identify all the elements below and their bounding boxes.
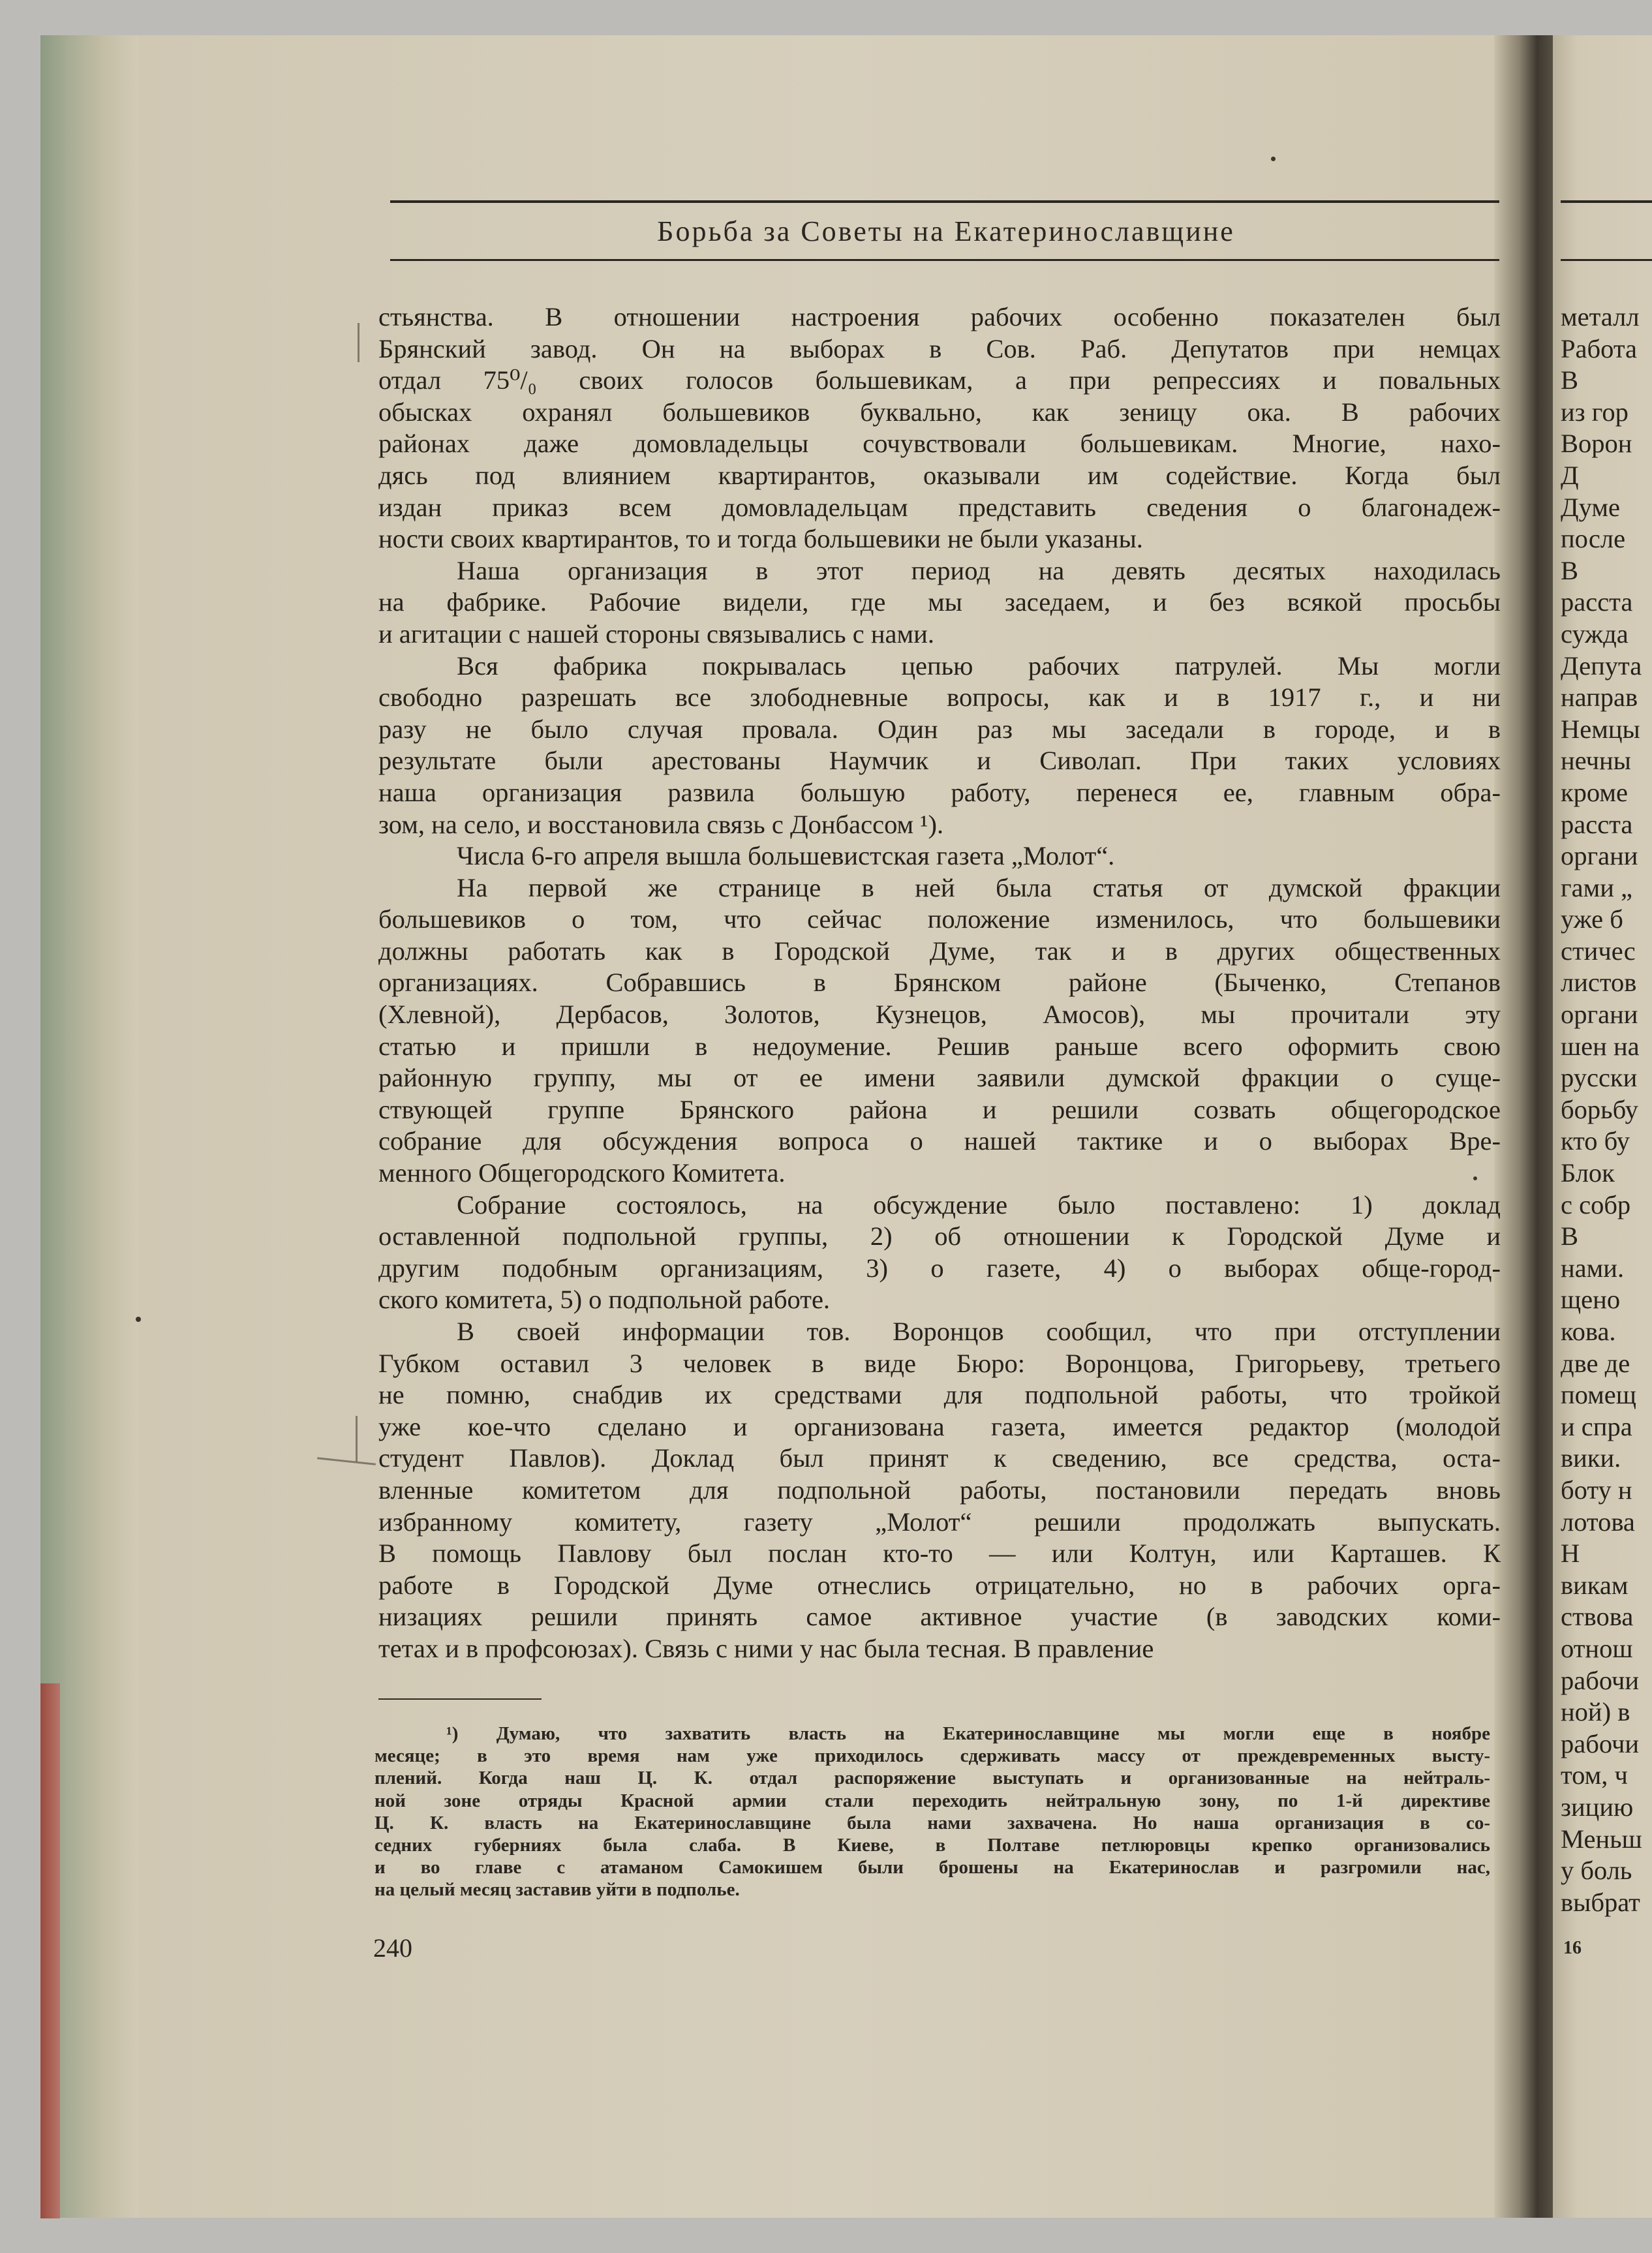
facing-page-line: помещ [1561, 1380, 1636, 1410]
body-line: Собрание состоялось, на обсуждение было поставлено: 1) доклад [457, 1189, 1501, 1219]
footnote-line: ¹) Думаю, что захватить власть на Екатеринославщине мы могли еще в ноябре [446, 1723, 1490, 1744]
body-line: Вся фабрика покрывалась цепью рабочих патрулей. Мы могли [457, 651, 1501, 681]
body-line: вленные комитетом для подпольной работы, постановили передать вновь [378, 1475, 1501, 1505]
body-line: разу не было случая провала. Один раз мы заседали в городе, и в [378, 714, 1501, 744]
facing-page-line: Д [1561, 460, 1579, 490]
facing-page-line: сужда [1561, 619, 1629, 649]
facing-page-line: щено [1561, 1285, 1621, 1315]
facing-page-line: гами „ [1561, 872, 1632, 902]
footnote-rule [378, 1698, 542, 1700]
body-text [378, 301, 1501, 1665]
body-line: издан приказ всем домовладельцам представить сведения о благонадеж- [378, 492, 1501, 522]
body-line: зом, на село, и восстановила связь с Донбассом ¹). [378, 809, 944, 839]
facing-page-line: рабочи [1561, 1665, 1640, 1695]
facing-page-line: ствова [1561, 1602, 1634, 1632]
body-line: собрание для обсуждения вопроса о нашей тактике и о выборах Вре- [378, 1126, 1501, 1156]
scan-speck [136, 1317, 141, 1322]
facing-page-line: борьбу [1561, 1094, 1638, 1124]
running-header: Борьба за Советы на Екатеринославщине [657, 215, 1235, 247]
body-line: свободно разрешать все злободневные вопросы, как и в 1917 г., и ни [378, 682, 1501, 713]
body-line: не помню, снабдив их средствами для подпольной работы, что тройкой [378, 1380, 1501, 1410]
body-line: Наша организация в этот период на девять десятых находилась [457, 555, 1501, 585]
facing-page-line: листов [1561, 968, 1637, 998]
facing-page-line: В [1561, 1221, 1579, 1251]
facing-page-line: рабочи [1561, 1728, 1640, 1758]
body-line: Брянский завод. Он на выборах в Сов. Раб. Депутатов при немцах [378, 333, 1501, 363]
body-line: дясь под влиянием квартирантов, оказывали им содействие. Когда был [378, 460, 1501, 490]
facing-page-line: Н [1561, 1539, 1580, 1569]
body-line: оставленной подпольной группы, 2) об отношении к Городской Думе и [378, 1221, 1501, 1251]
facing-page-line: Работа [1561, 333, 1637, 363]
facing-page-line: уже б [1561, 904, 1623, 934]
body-line: большевиков о том, что сейчас положение изменилось, что большевики [378, 904, 1501, 934]
footnote-line: ной зоне отряды Красной армии стали переходить нейтральную зону, по 1-й директиве [375, 1790, 1490, 1811]
facing-page-line: кроме [1561, 777, 1629, 807]
body-line: стьянства. В отношении настроения рабочих особенно показателен был [378, 302, 1501, 331]
facing-page-line: органи [1561, 1000, 1638, 1030]
facing-page-line: Думе [1561, 492, 1620, 522]
body-line: статью и пришли в недоумение. Решив раньше всего оформить свою [378, 1031, 1501, 1061]
facing-page-line: выбрат [1561, 1887, 1640, 1917]
facing-page-line: расста [1561, 587, 1633, 617]
facing-page-line: вики. [1561, 1443, 1621, 1473]
body-line: студент Павлов). Доклад был принят к сведению, все средства, оста- [378, 1443, 1501, 1473]
body-line: В своей информации тов. Воронцов сообщил, что при отступлении [457, 1317, 1501, 1346]
body-line: Губком оставил 3 человек в виде Бюро: Воронцова, Григорьеву, третьего [378, 1348, 1501, 1378]
facing-page-line: с собр [1561, 1189, 1631, 1219]
body-line: Числа 6-го апреля вышла большевистская газета „Молот“. [457, 841, 1115, 871]
body-line: менного Общегородского Комитета. [378, 1158, 786, 1188]
body-line: организациях. Собравшись в Брянском районе (Быченко, Степанов [378, 968, 1501, 998]
body-line: должны работать как в Городской Думе, так и в других общественных [378, 936, 1501, 966]
footnote-line: на целый месяц заставив уйти в подполье. [375, 1879, 740, 1901]
body-line: В помощь Павлову был послан кто-то — или Колтун, или Карташев. К [378, 1539, 1501, 1569]
footnote-line: и во главе с атаманом Самокишем были брошены на Екатеринослав и разгромили нас, [375, 1857, 1490, 1878]
facing-page-line: направ [1561, 682, 1638, 713]
page-number: 240 [373, 1933, 412, 1963]
facing-page-line: кова. [1561, 1317, 1616, 1346]
facing-page-line: Депута [1561, 651, 1642, 681]
facing-page-line: лотова [1561, 1507, 1635, 1537]
header-rule-top [390, 200, 1499, 203]
facing-page-line: боту н [1561, 1475, 1632, 1505]
footnote-line: седних губерниях была слаба. В Киеве, в Полтаве петлюровцы крепко организовались [375, 1835, 1490, 1856]
scan-speck [1473, 1176, 1477, 1180]
body-line: наша организация развила большую работу, перенеся ее, главным обра- [378, 777, 1501, 807]
scan-speck [1271, 157, 1276, 161]
body-line: ского комитета, 5) о подпольной работе. [378, 1285, 831, 1315]
facing-page-line: две де [1561, 1348, 1630, 1378]
pencil-mark [356, 1416, 358, 1462]
facing-page-line: отнош [1561, 1633, 1633, 1663]
body-line: обысках охранял большевиков буквально, как зеницу ока. В рабочих [378, 397, 1501, 427]
facing-page-line: том, ч [1561, 1760, 1628, 1790]
body-line: На первой же странице в ней была статья от думской фракции [457, 872, 1501, 902]
facing-page-line: Ворон [1561, 429, 1632, 459]
facing-page-line: после [1561, 524, 1626, 554]
body-line: избранному комитету, газету „Молот“ решили продолжать выпускать. [378, 1507, 1501, 1537]
body-line: уже кое-что сделано и организована газета, имеется редактор (молодой [378, 1411, 1501, 1441]
body-line: тетах и в профсоюзах). Связь с ними у нас была тесная. В правление [378, 1633, 1154, 1663]
footnote-line: Ц. К. власть на Екатеринославщине была нами захвачена. Но наша организация в со- [375, 1812, 1490, 1833]
body-line: ствующей группе Брянского района и решили созвать общегородское [378, 1094, 1501, 1124]
body-line: (Хлевной), Дербасов, Золотов, Кузнецов, Амосов), мы прочитали эту [378, 1000, 1501, 1030]
facing-page-line: и спра [1561, 1411, 1632, 1441]
body-line: на фабрике. Рабочие видели, где мы заседаем, и без всякой просьбы [378, 587, 1501, 617]
facing-page-line: Немцы [1561, 714, 1640, 744]
facing-page-line: ной) в [1561, 1697, 1630, 1727]
facing-page-line: органи [1561, 841, 1638, 871]
facing-page-line: В [1561, 555, 1579, 585]
facing-page-line: Блок [1561, 1158, 1615, 1188]
body-line: районах даже домовладельцы сочувствовали большевикам. Многие, нахо- [378, 429, 1501, 459]
body-line: низациях решили принять самое активное участие (в заводских коми- [378, 1602, 1501, 1632]
facing-page-line: русски [1561, 1063, 1638, 1093]
footnote-line: плений. Когда наш Ц. К. отдал распоряжение выступать и организованные на нейтраль- [375, 1768, 1490, 1789]
body-line: работе в Городской Думе отнеслись отрицательно, но в рабочих орга- [378, 1570, 1501, 1600]
facing-page-line: из гор [1561, 397, 1629, 427]
facing-page-line: у боль [1561, 1856, 1632, 1886]
facing-header-rule-bottom [1561, 259, 1652, 261]
body-line: отдал 75⁰/₀ своих голосов большевикам, а при репрессиях и повальных [378, 365, 1501, 395]
facing-page-line: стичес [1561, 936, 1636, 966]
facing-page-line: Меньш [1561, 1824, 1642, 1854]
pencil-mark [358, 323, 359, 362]
facing-page-line: кто бу [1561, 1126, 1630, 1156]
facing-page-line: шен на [1561, 1031, 1640, 1061]
body-line: районную группу, мы от ее имени заявили думской фракции о суще- [378, 1063, 1501, 1093]
facing-page-line: В [1561, 365, 1579, 395]
book-cover-edge [40, 1683, 60, 2218]
facing-page-line: нами. [1561, 1253, 1625, 1283]
footnote [375, 1723, 1490, 1901]
facing-page-line: расста [1561, 809, 1633, 839]
facing-header-rule-top [1561, 200, 1652, 203]
body-line: результате были арестованы Наумчик и Сиволап. При таких условиях [378, 746, 1501, 776]
facing-page-line: зицию [1561, 1792, 1634, 1822]
footnote-line: месяце; в это время нам уже приходилось сдерживать массу от преждевременных высту- [375, 1745, 1490, 1767]
facing-page-line: викам [1561, 1570, 1629, 1600]
facing-page-line: нечны [1561, 746, 1631, 776]
body-line: другим подобным организациям, 3) о газете, 4) о выборах обще-город- [378, 1253, 1501, 1283]
body-line: ности своих квартирантов, то и тогда большевики не были указаны. [378, 524, 1143, 554]
body-line: и агитации с нашей стороны связывались с нами. [378, 619, 934, 649]
facing-page-text [1561, 301, 1652, 1918]
facing-page-number: 16 [1563, 1938, 1582, 1958]
facing-page-line: металл [1561, 302, 1640, 331]
header-rule-bottom [390, 259, 1499, 261]
